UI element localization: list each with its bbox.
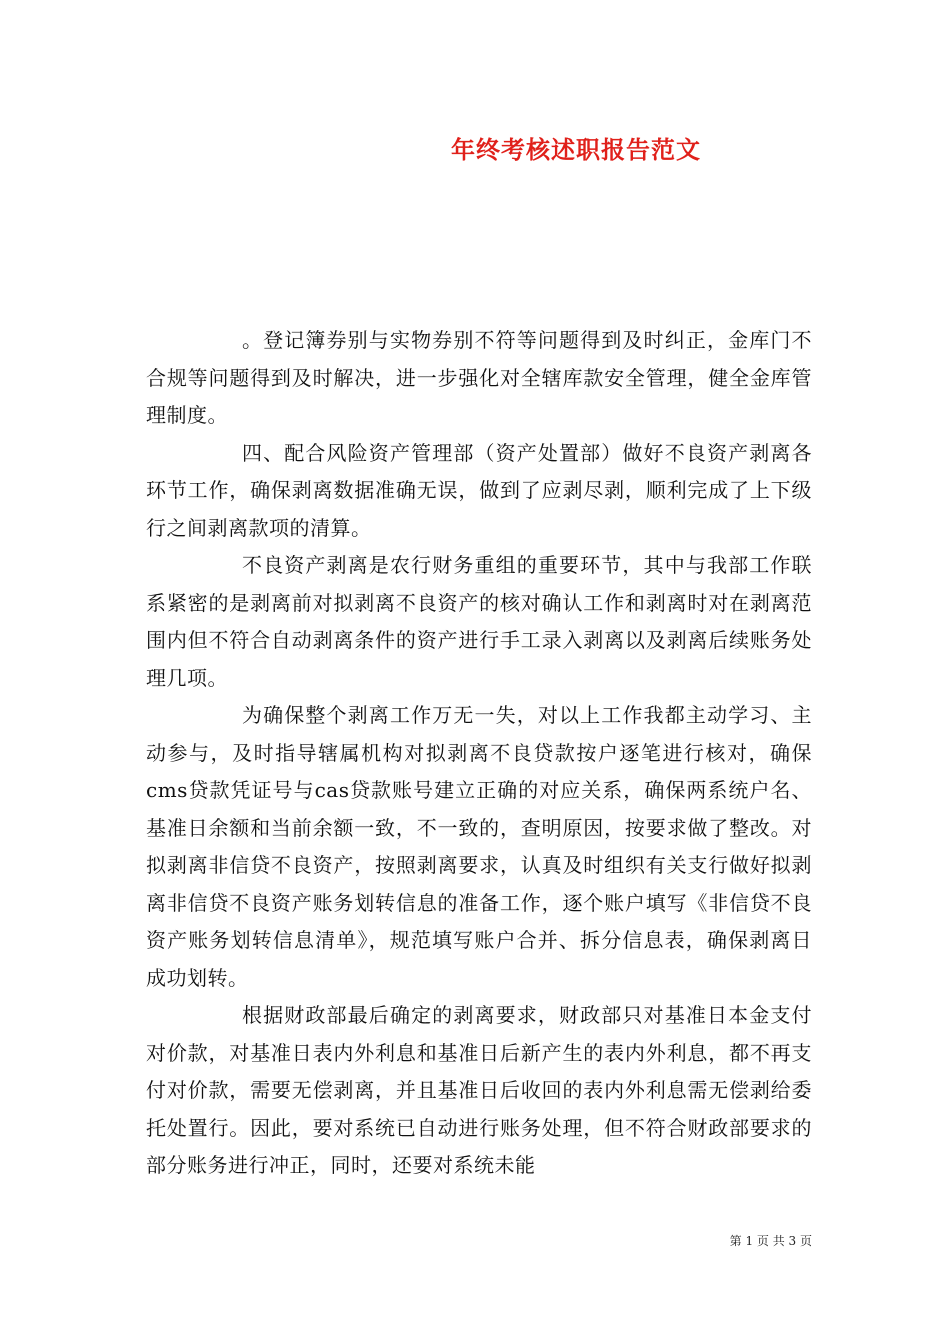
paragraph: 。登记簿券别与实物券别不符等问题得到及时纠正，金库门不合规等问题得到及时解决，进一步强化对全辖库款安全管理，健全金库管理制度。 <box>146 328 812 427</box>
paragraph: 四、配合风险资产管理部（资产处置部）做好不良资产剥离各环节工作，确保剥离数据准确无误，做到了应剥尽剥，顺利完成了上下级行之间剥离款项的清算。 <box>146 440 812 540</box>
paragraph: 根据财政部最后确定的剥离要求，财政部只对基准日本金支付对价款，对基准日表内外利息和基准日后新产生的表内外利息，都不再支付对价款，需要无偿剥离，并且基准日后收回的表内外利息需无偿剥给委托处置行。因此，要对系统已自动进行账务处理，但不符合财政部要求的部分账务进行冲正，同时，还要对系统未能 <box>146 1003 812 1177</box>
document-body <box>146 322 812 1185</box>
paragraph: 不良资产剥离是农行财务重组的重要环节，其中与我部工作联系紧密的是剥离前对拟剥离不良资产的核对确认工作和剥离时对在剥离范围内但不符合自动剥离条件的资产进行手工录入剥离以及剥离后续账务处理几项。 <box>146 553 812 690</box>
page-number-footer: 第 1 页 共 3 页 <box>729 1234 812 1248</box>
paragraph: 为确保整个剥离工作万无一失，对以上工作我都主动学习、主动参与，及时指导辖属机构对拟剥离不良贷款按户逐笔进行核对，确保cms贷款凭证号与cas贷款账号建立正确的对应关系，确保两系统户名、基准日余额和当前余额一致，不一致的，查明原因，按要求做了整改。对拟剥离非信贷不良资产，按照剥离要求，认真及时组织有关支行做好拟剥离非信贷不良资产账务划转信息的准备工作，逐个账户填写《非信贷不良资产账务划转信息清单》，规范填写账户合并、拆分信息表，确保剥离日成功划转。 <box>146 703 812 990</box>
document-title: 年终考核述职报告范文 <box>451 135 701 164</box>
